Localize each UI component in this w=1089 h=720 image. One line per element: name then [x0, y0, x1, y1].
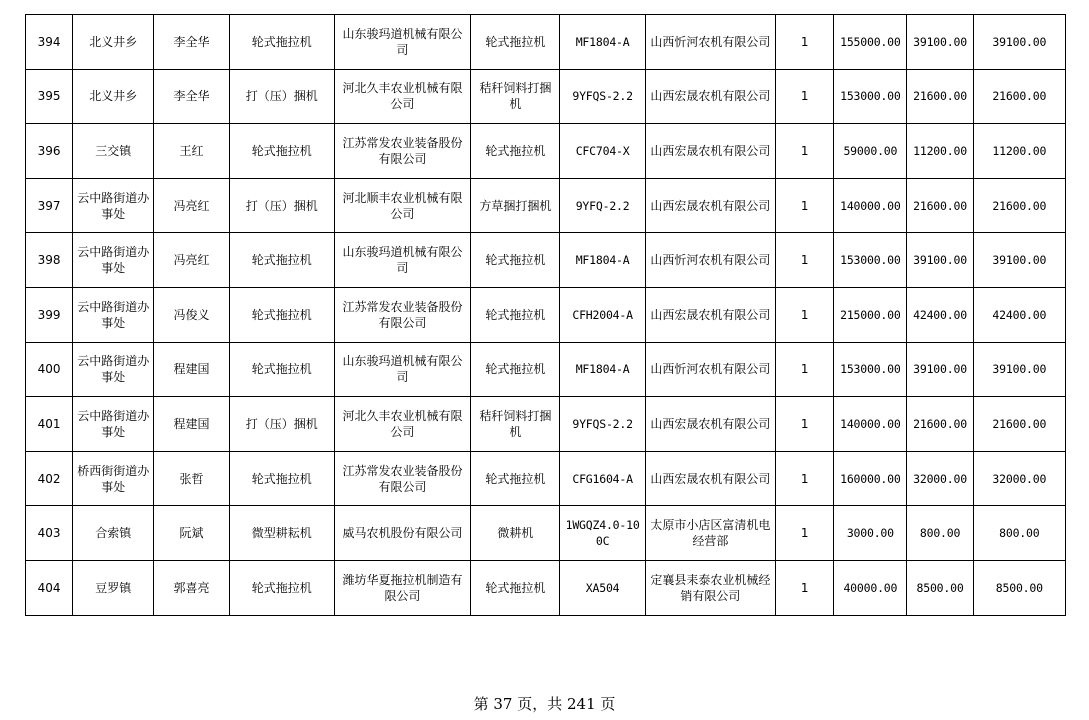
table-row: [26, 560, 1066, 615]
cell-product: 轮式拖拉机: [471, 287, 560, 342]
table-row: [26, 233, 1066, 288]
cell-total-subsidy: 21600.00: [973, 69, 1065, 124]
cell-town: 北义井乡: [73, 69, 154, 124]
cell-buyer: 冯俊义: [154, 287, 229, 342]
cell-category: 打（压）捆机: [229, 178, 334, 233]
cell-category: 轮式拖拉机: [229, 15, 334, 70]
cell-town: 云中路街道办事处: [73, 287, 154, 342]
cell-subsidy: 21600.00: [907, 69, 973, 124]
cell-subsidy: 39100.00: [907, 233, 973, 288]
cell-total-subsidy: 39100.00: [973, 233, 1065, 288]
cell-product: 轮式拖拉机: [471, 342, 560, 397]
cell-price: 59000.00: [834, 124, 907, 179]
cell-subsidy: 800.00: [907, 506, 973, 561]
cell-buyer: 程建国: [154, 397, 229, 452]
cell-seq: 394: [26, 15, 73, 70]
cell-total-subsidy: 32000.00: [973, 451, 1065, 506]
cell-subsidy: 39100.00: [907, 15, 973, 70]
cell-category: 轮式拖拉机: [229, 124, 334, 179]
cell-price: 215000.00: [834, 287, 907, 342]
cell-town: 桥西街街道办事处: [73, 451, 154, 506]
cell-manufacturer: 山东骏玛道机械有限公司: [334, 233, 470, 288]
cell-dealer: 太原市小店区富清机电经营部: [645, 506, 775, 561]
table-row: [26, 124, 1066, 179]
cell-total-subsidy: 21600.00: [973, 397, 1065, 452]
cell-quantity: 1: [776, 560, 834, 615]
table-row: [26, 506, 1066, 561]
cell-price: 160000.00: [834, 451, 907, 506]
cell-manufacturer: 山东骏玛道机械有限公司: [334, 15, 470, 70]
cell-quantity: 1: [776, 287, 834, 342]
cell-category: 轮式拖拉机: [229, 342, 334, 397]
cell-dealer: 山西忻河农机有限公司: [645, 233, 775, 288]
cell-dealer: 山西宏晟农机有限公司: [645, 451, 775, 506]
cell-category: 轮式拖拉机: [229, 233, 334, 288]
cell-manufacturer: 潍坊华夏拖拉机制造有限公司: [334, 560, 470, 615]
cell-model: CFH2004-A: [560, 287, 645, 342]
cell-product: 微耕机: [471, 506, 560, 561]
cell-town: 云中路街道办事处: [73, 233, 154, 288]
cell-product: 轮式拖拉机: [471, 560, 560, 615]
cell-buyer: 冯亮红: [154, 178, 229, 233]
page-number: 第 37 页，共 241 页: [473, 695, 616, 713]
cell-dealer: 山西宏晟农机有限公司: [645, 397, 775, 452]
cell-seq: 402: [26, 451, 73, 506]
cell-price: 153000.00: [834, 342, 907, 397]
cell-total-subsidy: 42400.00: [973, 287, 1065, 342]
cell-manufacturer: 江苏常发农业装备股份有限公司: [334, 451, 470, 506]
cell-seq: 401: [26, 397, 73, 452]
cell-price: 140000.00: [834, 178, 907, 233]
cell-product: 轮式拖拉机: [471, 233, 560, 288]
cell-manufacturer: 河北久丰农业机械有限公司: [334, 397, 470, 452]
cell-product: 秸秆饲料打捆机: [471, 69, 560, 124]
cell-buyer: 冯亮红: [154, 233, 229, 288]
table-row: [26, 178, 1066, 233]
subsidy-table: [25, 14, 1066, 616]
table-row: [26, 397, 1066, 452]
cell-model: CFC704-X: [560, 124, 645, 179]
cell-buyer: 李全华: [154, 15, 229, 70]
cell-model: 9YFQ-2.2: [560, 178, 645, 233]
cell-dealer: 定襄县耒泰农业机械经销有限公司: [645, 560, 775, 615]
cell-category: 打（压）捆机: [229, 397, 334, 452]
cell-price: 155000.00: [834, 15, 907, 70]
table-body: [26, 15, 1066, 616]
cell-manufacturer: 河北久丰农业机械有限公司: [334, 69, 470, 124]
cell-price: 153000.00: [834, 233, 907, 288]
table-row: [26, 342, 1066, 397]
cell-model: 9YFQS-2.2: [560, 397, 645, 452]
cell-dealer: 山西宏晟农机有限公司: [645, 124, 775, 179]
cell-quantity: 1: [776, 451, 834, 506]
cell-quantity: 1: [776, 233, 834, 288]
cell-seq: 397: [26, 178, 73, 233]
cell-product: 轮式拖拉机: [471, 124, 560, 179]
cell-total-subsidy: 21600.00: [973, 178, 1065, 233]
cell-buyer: 程建国: [154, 342, 229, 397]
cell-town: 合索镇: [73, 506, 154, 561]
cell-buyer: 王红: [154, 124, 229, 179]
cell-seq: 403: [26, 506, 73, 561]
cell-quantity: 1: [776, 397, 834, 452]
cell-category: 微型耕耘机: [229, 506, 334, 561]
cell-town: 豆罗镇: [73, 560, 154, 615]
cell-price: 3000.00: [834, 506, 907, 561]
cell-price: 140000.00: [834, 397, 907, 452]
cell-category: 轮式拖拉机: [229, 451, 334, 506]
cell-quantity: 1: [776, 15, 834, 70]
cell-model: 9YFQS-2.2: [560, 69, 645, 124]
table-row: [26, 15, 1066, 70]
cell-buyer: 阮斌: [154, 506, 229, 561]
cell-dealer: 山西宏晟农机有限公司: [645, 178, 775, 233]
cell-seq: 404: [26, 560, 73, 615]
cell-model: XA504: [560, 560, 645, 615]
cell-seq: 395: [26, 69, 73, 124]
cell-dealer: 山西忻河农机有限公司: [645, 342, 775, 397]
cell-dealer: 山西忻河农机有限公司: [645, 15, 775, 70]
table-row: [26, 287, 1066, 342]
cell-manufacturer: 河北顺丰农业机械有限公司: [334, 178, 470, 233]
cell-subsidy: 42400.00: [907, 287, 973, 342]
cell-dealer: 山西宏晟农机有限公司: [645, 287, 775, 342]
cell-manufacturer: 江苏常发农业装备股份有限公司: [334, 287, 470, 342]
cell-quantity: 1: [776, 178, 834, 233]
cell-manufacturer: 山东骏玛道机械有限公司: [334, 342, 470, 397]
cell-subsidy: 8500.00: [907, 560, 973, 615]
cell-quantity: 1: [776, 124, 834, 179]
cell-quantity: 1: [776, 506, 834, 561]
cell-quantity: 1: [776, 69, 834, 124]
cell-town: 云中路街道办事处: [73, 397, 154, 452]
cell-buyer: 张哲: [154, 451, 229, 506]
cell-subsidy: 21600.00: [907, 397, 973, 452]
cell-town: 云中路街道办事处: [73, 342, 154, 397]
cell-product: 方草捆打捆机: [471, 178, 560, 233]
cell-product: 秸秆饲料打捆机: [471, 397, 560, 452]
cell-seq: 399: [26, 287, 73, 342]
cell-dealer: 山西宏晟农机有限公司: [645, 69, 775, 124]
cell-price: 153000.00: [834, 69, 907, 124]
cell-subsidy: 39100.00: [907, 342, 973, 397]
cell-total-subsidy: 8500.00: [973, 560, 1065, 615]
cell-subsidy: 21600.00: [907, 178, 973, 233]
cell-subsidy: 11200.00: [907, 124, 973, 179]
cell-model: MF1804-A: [560, 342, 645, 397]
subsidy-table-container: [25, 14, 1066, 616]
cell-total-subsidy: 800.00: [973, 506, 1065, 561]
cell-total-subsidy: 11200.00: [973, 124, 1065, 179]
cell-model: MF1804-A: [560, 233, 645, 288]
cell-model: CFG1604-A: [560, 451, 645, 506]
cell-product: 轮式拖拉机: [471, 15, 560, 70]
cell-price: 40000.00: [834, 560, 907, 615]
cell-subsidy: 32000.00: [907, 451, 973, 506]
cell-product: 轮式拖拉机: [471, 451, 560, 506]
cell-total-subsidy: 39100.00: [973, 15, 1065, 70]
cell-buyer: 郭喜亮: [154, 560, 229, 615]
cell-manufacturer: 威马农机股份有限公司: [334, 506, 470, 561]
cell-seq: 396: [26, 124, 73, 179]
cell-town: 云中路街道办事处: [73, 178, 154, 233]
table-row: [26, 451, 1066, 506]
cell-category: 轮式拖拉机: [229, 560, 334, 615]
cell-seq: 398: [26, 233, 73, 288]
cell-manufacturer: 江苏常发农业装备股份有限公司: [334, 124, 470, 179]
cell-model: MF1804-A: [560, 15, 645, 70]
cell-quantity: 1: [776, 342, 834, 397]
cell-category: 打（压）捆机: [229, 69, 334, 124]
cell-town: 三交镇: [73, 124, 154, 179]
cell-total-subsidy: 39100.00: [973, 342, 1065, 397]
cell-town: 北义井乡: [73, 15, 154, 70]
cell-buyer: 李全华: [154, 69, 229, 124]
cell-seq: 400: [26, 342, 73, 397]
table-row: [26, 69, 1066, 124]
cell-category: 轮式拖拉机: [229, 287, 334, 342]
cell-model: 1WGQZ4.0-100C: [560, 506, 645, 561]
